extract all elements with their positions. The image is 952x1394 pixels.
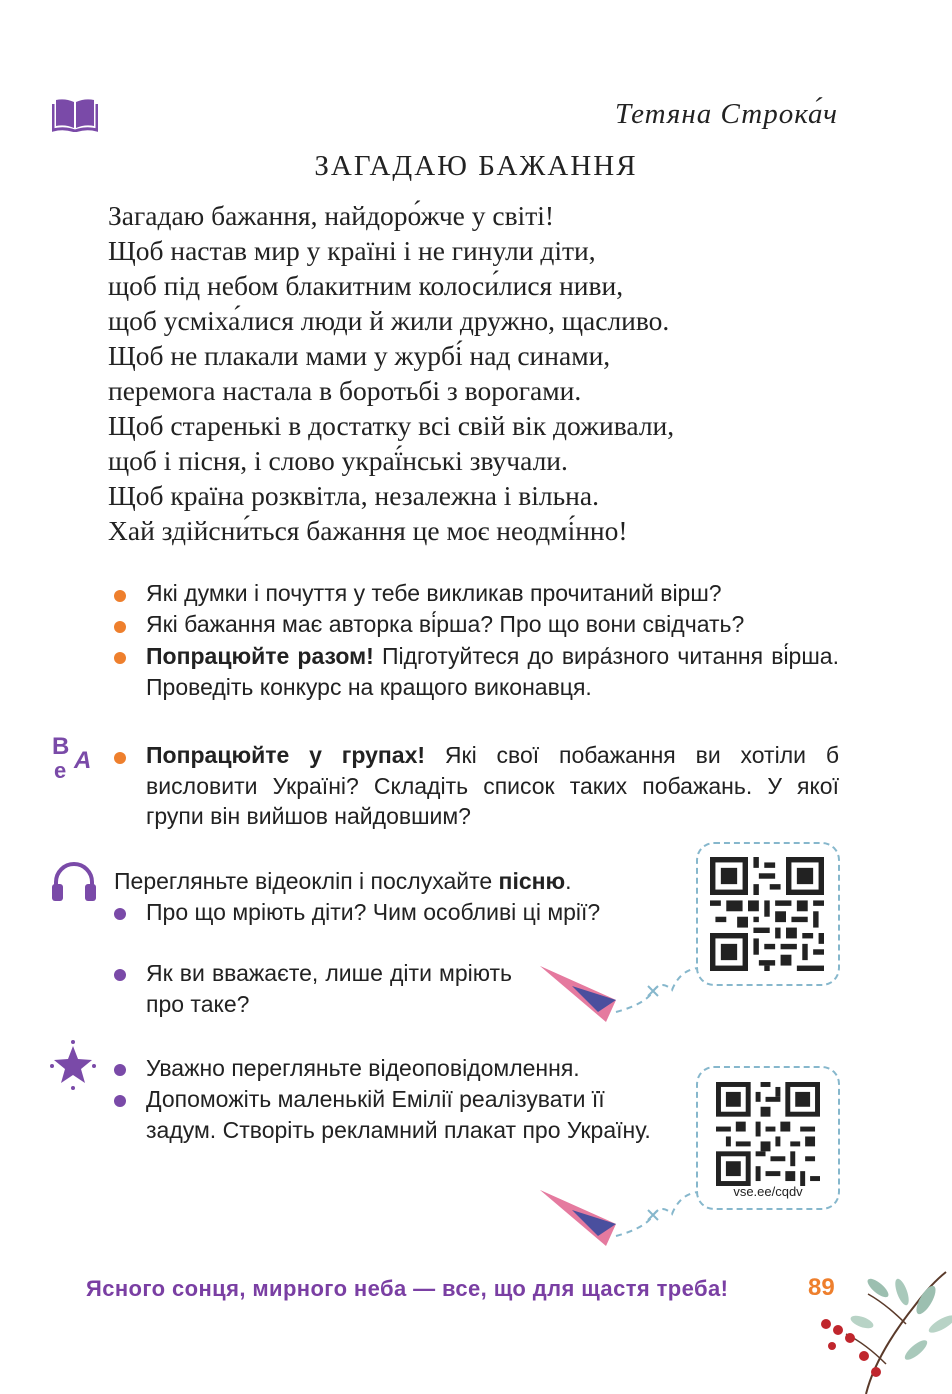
poem-line: Щоб країна розквітла, незалежна і вільна. [108,480,599,511]
letters-icon [50,732,98,782]
bullet-icon [114,1095,126,1107]
poem-line: Щоб старенькі в достатку всі свій вік доживали, [108,410,675,441]
headphones-icon [50,858,98,904]
poem-line: Щоб не плакали мами у журбі́ над синами, [108,340,611,371]
video-intro-end: . [565,868,572,894]
question-1: Які думки і почуття у тебе викликав прочитаний вірш? [146,580,722,606]
poem-line: Хай здійсни́ться бажання це моє неодмі́нно! [108,515,628,546]
video-intro-text: Перегляньте відеокліп і послухайте [114,868,499,894]
poem-line: перемога настала в боротьбі з ворогами. [108,375,582,406]
question-4-text: Які свої побажання ви хотіли б висловити Україні? Складіть список таких побажань. У якої групи він вийшов найдовшим? [146,742,839,829]
message-question-2: Допоможіть маленькій Емілії реалізувати її задум. Створіть рекламний плакат про Україну. [146,1086,651,1143]
bullet-icon [114,652,126,664]
question-4 [146,740,839,832]
poem-line: щоб під небом блакитним колоси́лися ниви, [108,270,624,301]
qr-frame [696,1066,840,1210]
poem-line: щоб і пісня, і слово украї́нські звучали. [108,445,568,476]
poem-line: Загадаю бажання, найдоро́жче у світі! [108,200,555,231]
task-label-work-together: Попрацюйте разом! [146,643,374,669]
author-name: Тетяна Строка́ч [615,98,838,130]
message-question-1: Уважно перегляньте відеоповідомлення. [146,1055,580,1081]
qr-code[interactable] [710,856,824,972]
qr-frame [696,842,840,986]
star-icon [48,1040,98,1090]
bullet-icon [114,908,126,920]
song-label: пісню [498,868,566,894]
poem-text [108,198,674,548]
question-3 [146,641,839,702]
poem-title: ЗАГАДАЮ БАЖАННЯ [314,150,638,182]
bullet-icon [114,621,126,633]
paper-plane-icon [536,1184,716,1254]
berry-branch-icon [806,1264,952,1394]
poem-line: Щоб настав мир у країні і не гинули діти, [108,235,596,266]
question-3-text: Підготуйтеся до вира́зного читання ві́рша. Проведіть конкурс на кращого виконавця. [146,643,839,700]
task-label-work-in-groups: Попрацюйте у групах! [146,742,426,768]
page-number: 89 [808,1274,835,1301]
video-question-1: Про що мріють діти? Чим особливі ці мрії? [146,899,601,925]
bullet-icon [114,1064,126,1076]
question-2: Які бажання має авторка ві́рша? Про що вони свідчать? [146,611,745,637]
paper-plane-icon [536,960,716,1030]
open-book-icon [52,96,98,132]
bullet-icon [114,752,126,764]
video-question-2: Як ви вважаєте, лише діти мріють про таке? [146,960,512,1017]
svg-text:В: В [52,733,70,760]
bullet-icon [114,969,126,981]
qr-code[interactable] [716,1082,820,1186]
footer-slogan: Ясного сонця, мирного неба — все, що для щастя треба! [86,1276,729,1301]
poem-line: щоб усміха́лися люди й жили дружно, щасливо. [108,305,670,336]
svg-text:е: е [54,758,67,782]
qr-caption: vse.ee/cqdv [733,1184,803,1199]
bullet-icon [114,590,126,602]
svg-text:А: А [74,747,92,774]
